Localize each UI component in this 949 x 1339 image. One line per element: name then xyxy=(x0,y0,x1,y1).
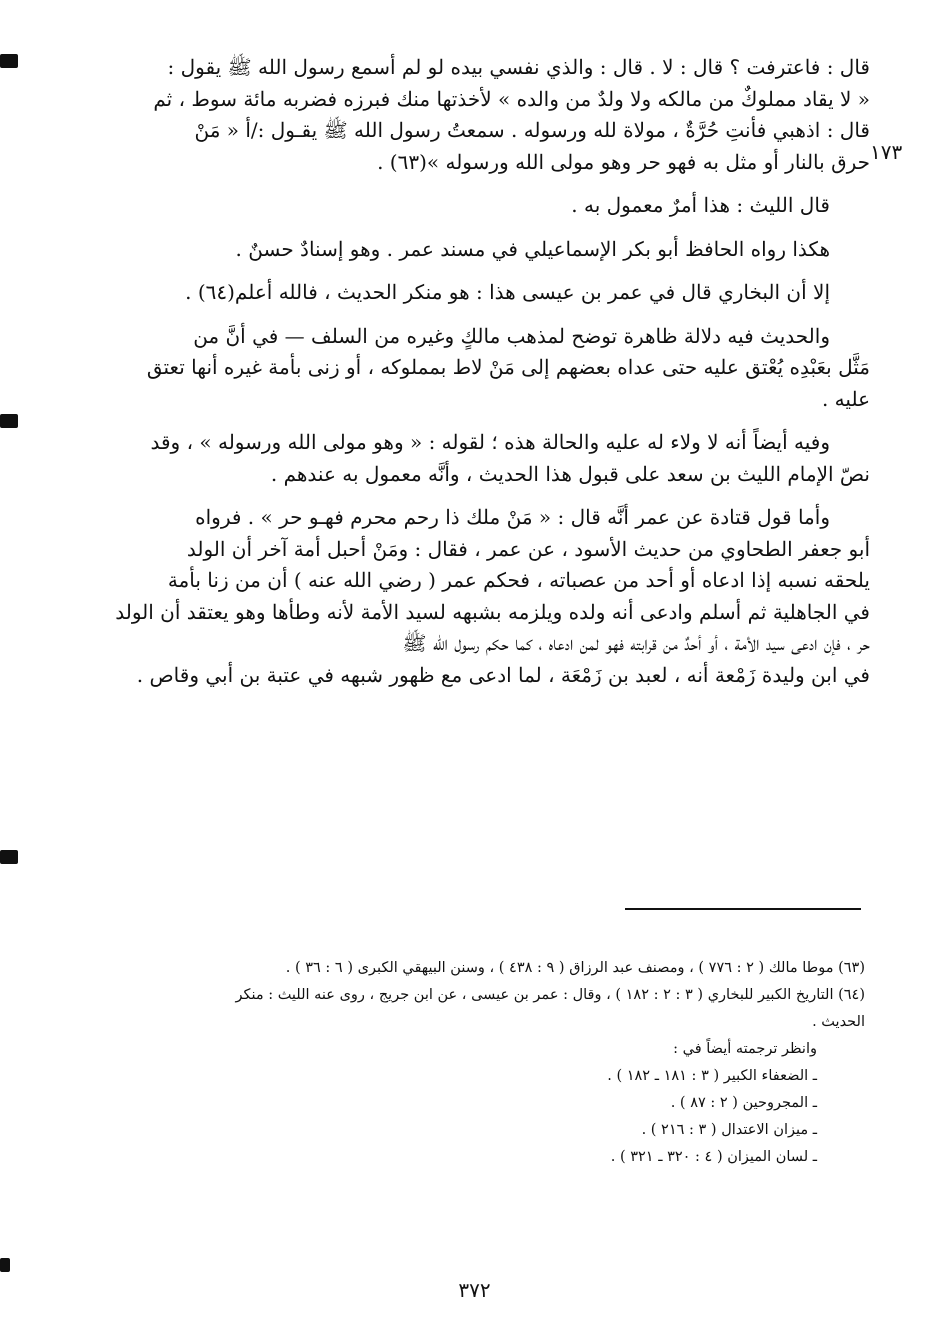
text-line: حرق بالنار أو مثل به فهو حر وهو مولى الله ورسوله »(٦٣) . xyxy=(377,149,870,174)
text-line: قال : فاعترفت ؟ قال : لا . قال : والذي نفسي بيده لو لم أسمع رسول الله ﷺ يقول : xyxy=(167,55,870,79)
text-line: يلحقه نسبه إذا ادعاه أو أحد من عصباته ، فحكم عمر ( رضي الله عنه ) أن من زنا بأمة xyxy=(167,568,870,592)
punch-mark-3 xyxy=(0,850,18,864)
punch-mark-2 xyxy=(0,414,18,428)
main-text xyxy=(110,52,870,691)
page-number: ٣٧٢ xyxy=(458,1278,491,1302)
footnote-line: ـ لسان الميزان ( ٤ : ٣٢٠ ـ ٣٢١ ) . xyxy=(610,1149,817,1165)
text-line: مَثَّل بعَبْدِه يُعْتق عليه حتى عداه بعضهم إلى مَنْ لاط بمملوكه ، أو زنى بأمة غيره أنها تعتق xyxy=(146,355,870,379)
punch-mark-1 xyxy=(0,54,18,68)
text-line: هكذا رواه الحافظ أبو بكر الإسماعيلي في مسند عمر . وهو إسنادٌ حسنٌ . xyxy=(235,236,830,261)
text-line: وفيه أيضاً أنه لا ولاء له عليه والحالة هذه ؛ لقوله : « وهو مولى الله ورسوله » ، وقد xyxy=(150,430,830,454)
text-line: قال : اذهبي فأنتِ حُرَّةٌ ، مولاة لله ورسوله . سمعتُ رسول الله ﷺ يقـول :/أ « مَنْ xyxy=(194,118,870,142)
text-line: في ابن وليدة زَمْعة أنه ، لعبد بن زَمْعَة ، لما ادعى مع ظهور شبهه في عتبة بن أبي وقاص . xyxy=(136,662,870,687)
text-line: إلا أن البخاري قال في عمر بن عيسى هذا : هو منكر الحديث ، فالله أعلم(٦٤) . xyxy=(185,280,830,304)
text-line: في الجاهلية ثم أسلم وادعى أنه ولده ويلزمه بشبهه لسيد الأمة لأنه وطأها وهو يعتقد أن الولد xyxy=(115,599,870,624)
footnote-line: (٦٣) موطا مالك ( ٢ : ٧٧٦ ) ، ومصنف عبد الرزاق ( ٩ : ٤٣٨ ) ، وسنن البيهقي الكبرى ( ٦ : ٣٦ ) . xyxy=(285,960,865,976)
margin-number: ١٧٣ xyxy=(870,140,903,164)
footnote-line: ـ ميزان الاعتدال ( ٣ : ٢١٦ ) . xyxy=(641,1122,817,1138)
punch-mark-4 xyxy=(0,1258,10,1272)
text-line: نصّ الإمام الليث بن سعد على قبول هذا الحديث ، وأنَّه معمول به عندهم . xyxy=(270,461,870,486)
text-line: « لا يقاد مملوكٌ من مالكه ولا ولدٌ من والده » لأخذتها منك فبرزه فضربه مائة سوط ، ثم xyxy=(153,86,870,111)
text-line: والحديث فيه دلالة ظاهرة توضح لمذهب مالكٍ وغيره من السلف — في أنَّ من xyxy=(193,323,830,348)
footnote-separator xyxy=(625,908,861,910)
footnote-line: ـ الضعفاء الكبير ( ٣ : ١٨١ ـ ١٨٢ ) . xyxy=(607,1068,817,1084)
footnote-line: (٦٤) التاريخ الكبير للبخاري ( ٣ : ٢ : ١٨٢ ) ، وقال : عمر بن عيسى ، عن ابن جريج ، روى عنه الليث : منكر xyxy=(235,987,865,1003)
text-line: حر ، فإن ادعى سيد الأمة ، أو أحدٌ من قرابته فهو لمن ادعاه ، كما حكم رسول الله ﷺ xyxy=(402,631,870,655)
text-line: قال الليث : هذا أمرٌ معمول به . xyxy=(571,193,830,217)
text-line: عليه . xyxy=(821,386,870,411)
footnotes xyxy=(120,955,865,1171)
footnote-line: ـ المجروحين ( ٢ : ٨٧ ) . xyxy=(670,1095,817,1111)
text-line: وأما قول قتادة عن عمر أنَّه قال : « مَنْ ملك ذا رحم محرم فهـو حر » . فرواه xyxy=(195,505,830,529)
footnote-line: وانظر ترجمته أيضاً في : xyxy=(673,1041,817,1057)
text-line: أبو جعفر الطحاوي من حديث الأسود ، عن عمر ، فقال : ومَنْ أحبل أمة آخر أن الولد xyxy=(186,536,870,561)
footnote-line: الحديث . xyxy=(812,1014,865,1030)
